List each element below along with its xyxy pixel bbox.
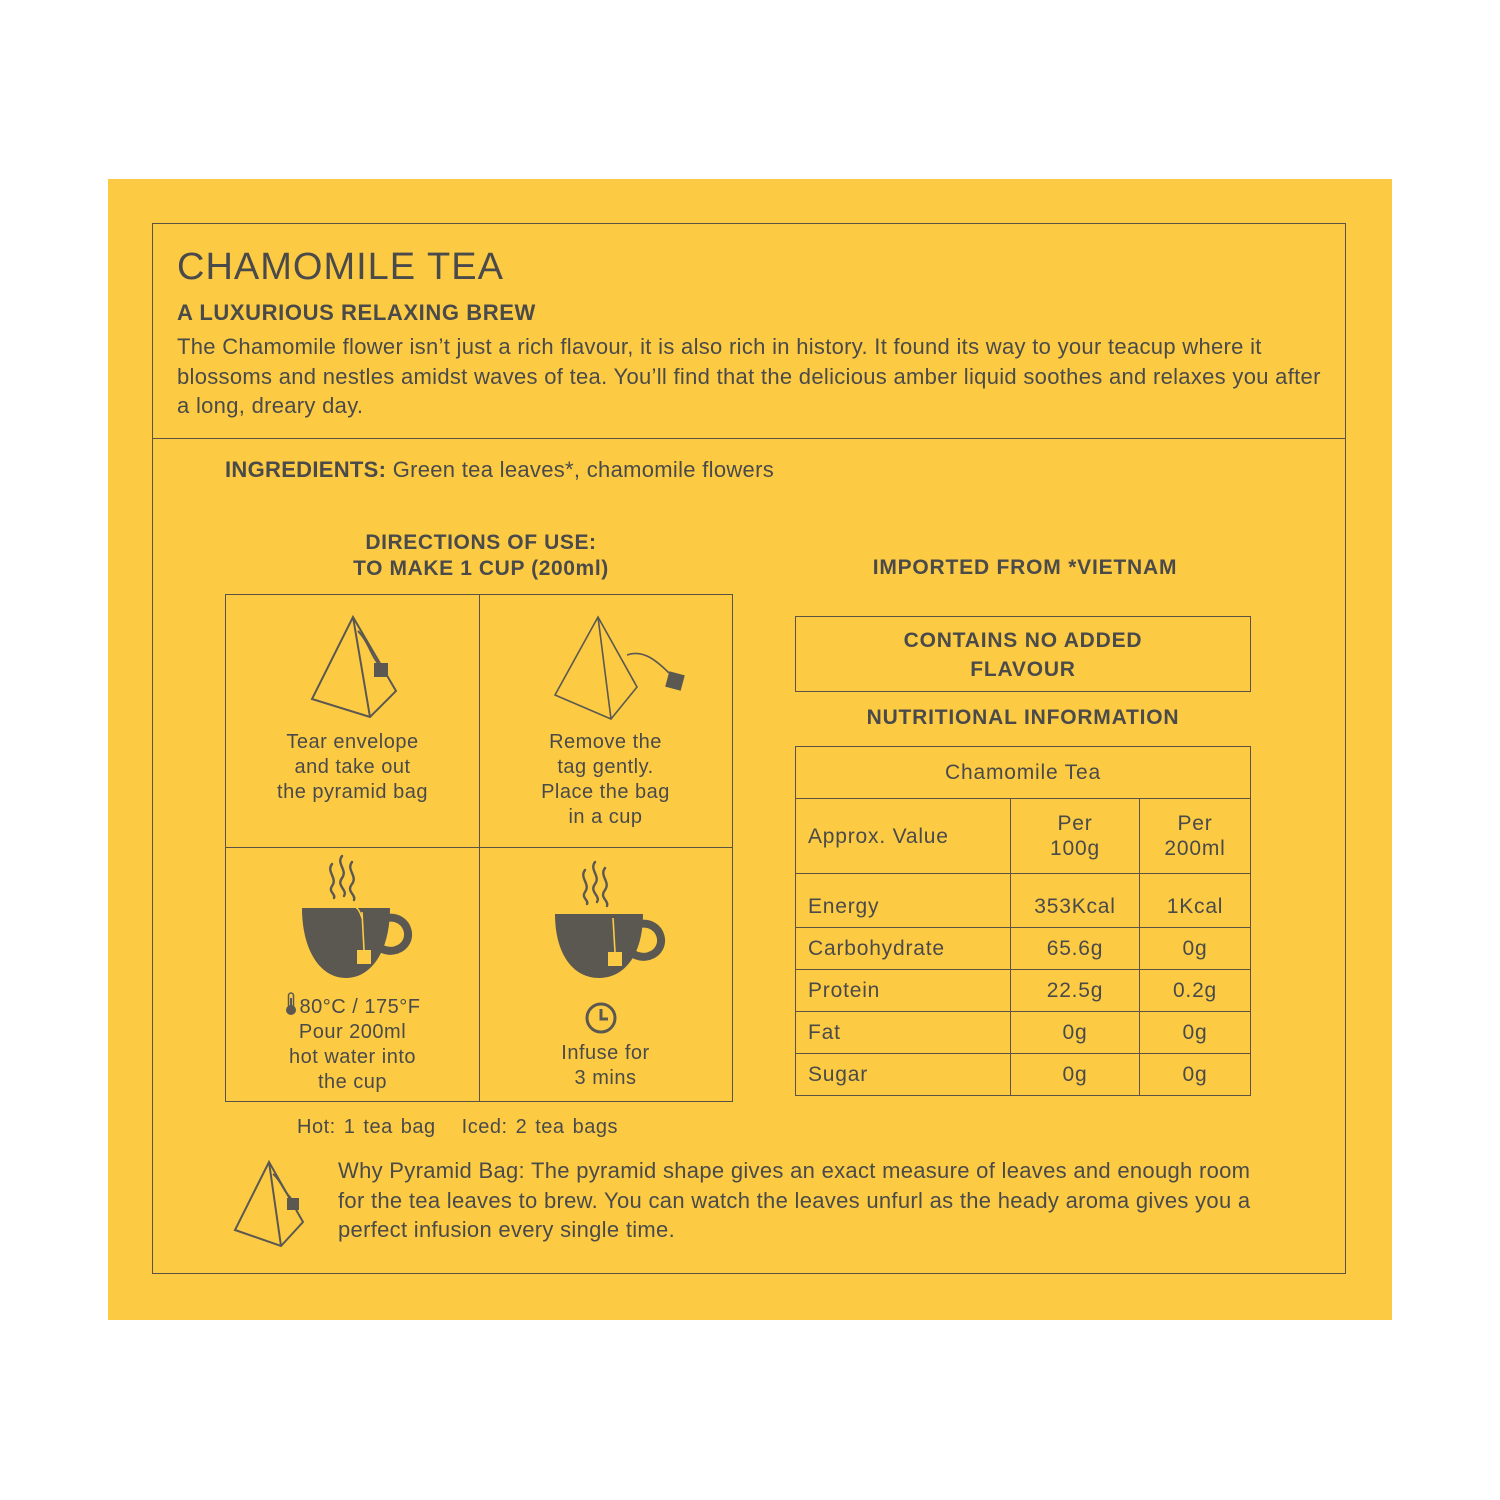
directions-grid (225, 594, 733, 1102)
product-name: Chamomile Tea (796, 747, 1251, 799)
ingredients-label: INGREDIENTS: (225, 457, 387, 482)
tea-info-panel (108, 179, 1392, 1320)
step-2-text: Remove the tag gently. Place the bag in a cup (541, 731, 670, 828)
directions-title-line1: DIRECTIONS OF USE: (365, 531, 597, 554)
directions-title-line2: TO MAKE 1 CUP (200ml) (353, 557, 609, 580)
steeping-cup-icon (553, 860, 673, 982)
table-row: Protein 22.5g 0.2g (796, 970, 1251, 1012)
pyramid-bag-icon (233, 1158, 309, 1250)
nutrition-table (795, 746, 1251, 1096)
iced-bag-count: Iced: 2 tea bags (461, 1116, 618, 1138)
column-label: Approx. Value (796, 799, 1011, 874)
step-4-text: Infuse for 3 mins (561, 1042, 650, 1089)
clock-icon (584, 1001, 618, 1035)
step-4 (479, 848, 732, 1101)
temperature: 80°C / 175°F (226, 992, 479, 1020)
bag-count (297, 1116, 644, 1139)
step-3 (226, 848, 479, 1101)
step-2 (479, 595, 732, 848)
info-frame (152, 223, 1346, 1274)
column-per-200ml: Per 200ml (1140, 799, 1251, 874)
ingredients (225, 457, 774, 483)
table-row: Sugar 0g 0g (796, 1054, 1251, 1096)
table-column-header-row (796, 799, 1251, 874)
description: The Chamomile flower isn’t just a rich flavour, it is also rich in history. It found its way to your teacup where it blossoms and nestles amidst waves of tea. You’ll find that the delicious amber liquid soothes and relaxes you after a long, dreary day. (177, 334, 1321, 418)
page-title: CHAMOMILE TEA (177, 246, 504, 288)
step-1-text: Tear envelope and take out the pyramid bag (277, 731, 428, 803)
pyramid-tag-icon (553, 615, 695, 723)
no-added-flavour-box: CONTAINS NO ADDED FLAVOUR (795, 616, 1251, 692)
step-3-text: 80°C / 175°F Pour 200ml hot water into the cup (226, 992, 479, 1095)
why-pyramid-text: Why Pyramid Bag: The pyramid shape gives an exact measure of leaves and enough room for the tea leaves to brew. You can watch the leaves unfurl as the heady aroma gives you a perfect infusion every single time. (338, 1158, 1251, 1242)
table-row: Carbohydrate 65.6g 0g (796, 928, 1251, 970)
imported-from: IMPORTED FROM *VIETNAM (872, 556, 1178, 579)
step-1 (226, 595, 479, 848)
divider (153, 438, 1345, 439)
directions-title (303, 530, 659, 582)
table-row: Energy 353Kcal 1Kcal (796, 874, 1251, 928)
thermometer-icon (285, 992, 297, 1016)
ingredients-value: Green tea leaves*, chamomile flowers (392, 457, 775, 482)
pyramid-bag-icon (308, 613, 402, 721)
subtitle: A LUXURIOUS RELAXING BREW (177, 300, 536, 325)
table-header-row (796, 747, 1251, 799)
nutrition-title: NUTRITIONAL INFORMATION (866, 706, 1180, 729)
table-row: Fat 0g 0g (796, 1012, 1251, 1054)
column-per-100g: Per 100g (1011, 799, 1140, 874)
hot-cup-icon (300, 852, 420, 982)
hot-bag-count: Hot: 1 tea bag (297, 1116, 436, 1138)
